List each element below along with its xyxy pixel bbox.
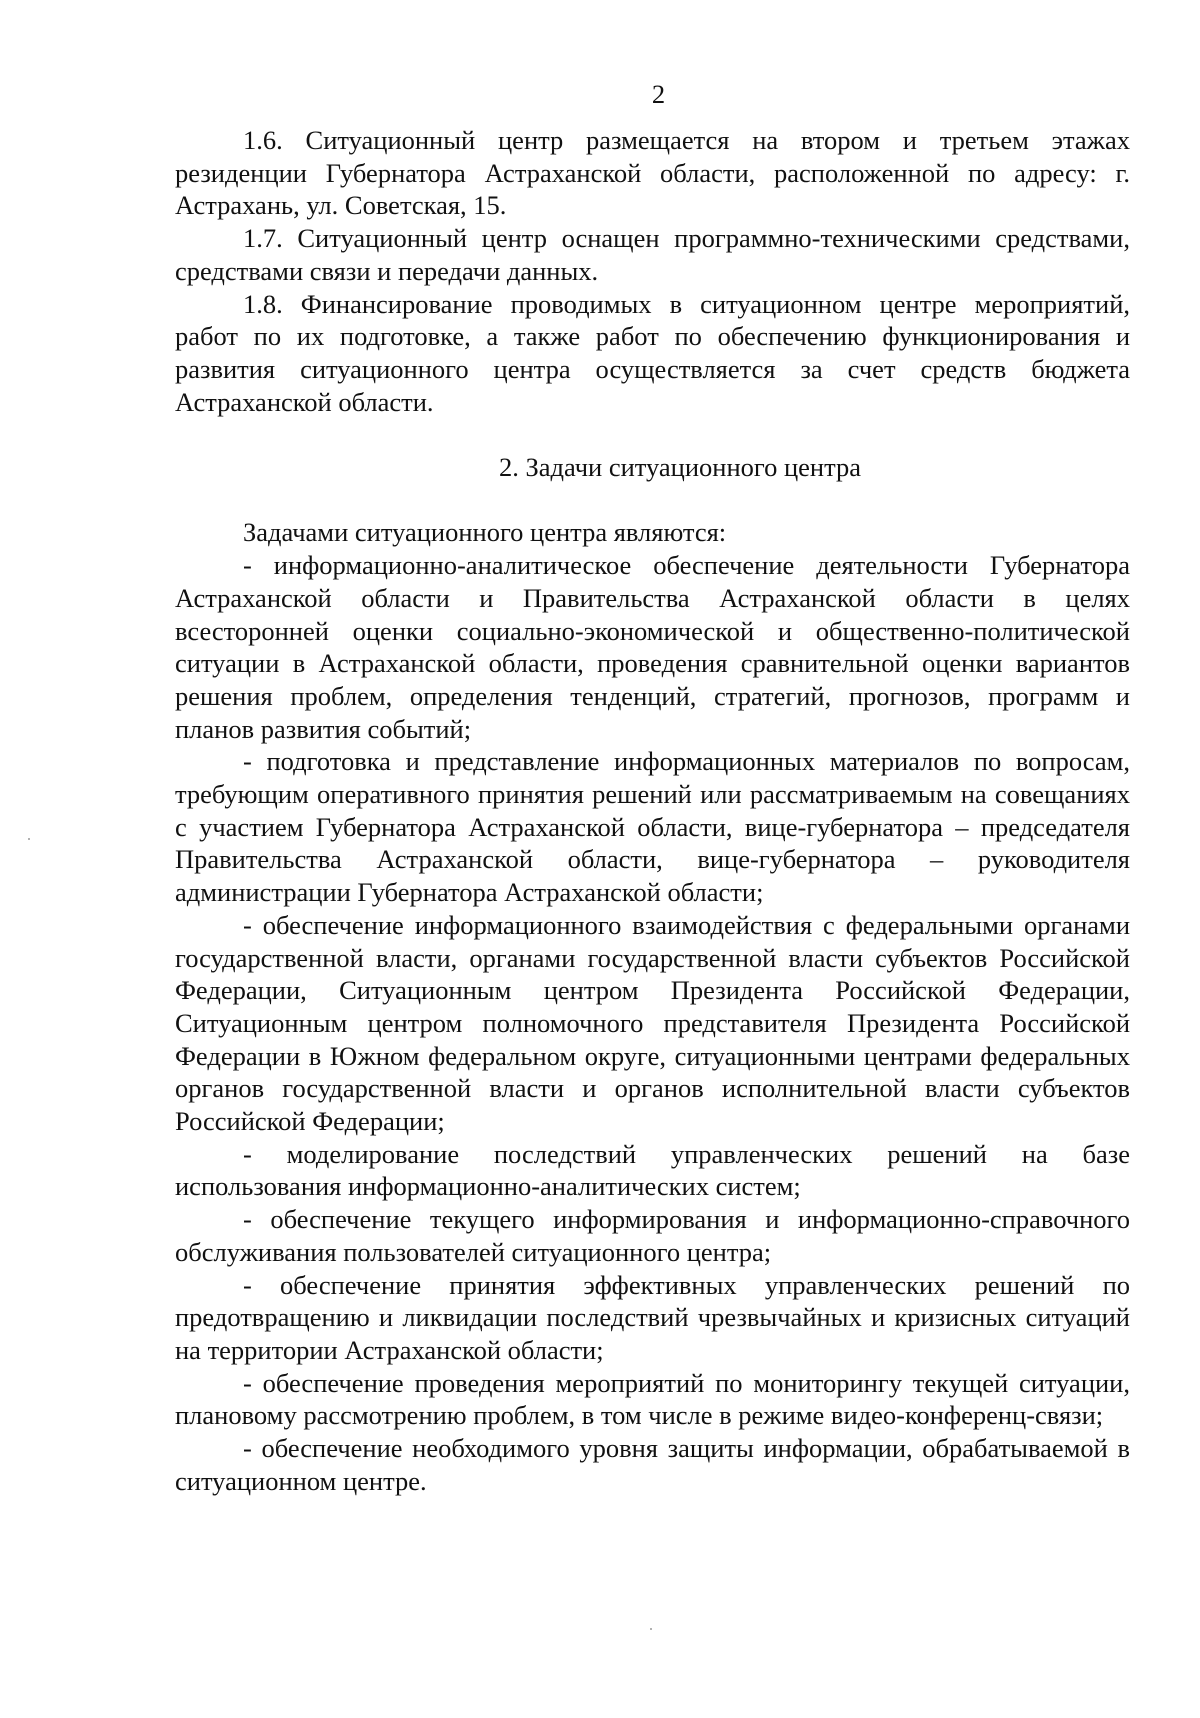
list-item: - обеспечение информационного взаимодействия с федеральными органами государственной власти, органами государственной власти субъектов Российской Федерации, Ситуационным центром Президента Российской Федерации, Ситуационным центром полномочного представителя Президента Российской Федерации в Южном федеральном округе, ситуационными центрами федеральных органов государственной власти и органов исполнительной власти субъектов Российской Федерации; (175, 909, 1130, 1137)
document-body (175, 124, 1130, 1498)
section-intro: Задачами ситуационного центра являются: (243, 517, 727, 548)
list-item: - обеспечение необходимого уровня защиты информации, обрабатываемой в ситуационном центре. (175, 1433, 1130, 1496)
list-item: - обеспечение проведения мероприятий по мониторингу текущей ситуации, плановому рассмотрению проблем, в том числе в режиме видео-конференц-связи; (175, 1367, 1130, 1431)
scan-speck (28, 838, 30, 840)
paragraph-1-8: 1.8. Финансирование проводимых в ситуационном центре мероприятий, работ по их подготовке, а также работ по обеспечению функционирования и развития ситуационного центра осуществляется за счет средств бюджета Астраханской области. (175, 288, 1130, 417)
list-item: - моделирование последствий управленческих решений на базе использования информационно-аналитических систем; (175, 1138, 1130, 1202)
list-item: - обеспечение текущего информирования и информационно-справочного обслуживания пользователей ситуационного центра; (175, 1204, 1130, 1267)
list-item: - информационно-аналитическое обеспечение деятельности Губернатора Астраханской области и Правительства Астраханской области в целях всесторонней оценки социально-экономической и общественно-политической ситуации в Астраханской области, проведения сравнительной оценки вариантов решения проблем, определения тенденций, стратегий, прогнозов, программ и планов развития событий; (175, 550, 1130, 744)
section-heading: 2. Задачи ситуационного центра (498, 452, 862, 483)
paragraph-1-7: 1.7. Ситуационный центр оснащен программно-техническими средствами, средствами связи и передачи данных. (175, 223, 1130, 286)
list-item: - обеспечение принятия эффективных управленческих решений по предотвращению и ликвидации последствий чрезвычайных и кризисных ситуаций на территории Астраханской области; (175, 1269, 1130, 1365)
list-item: - подготовка и представление информационных материалов по вопросам, требующим оперативного принятия решений или рассматриваемым на совещаниях с участием Губернатора Астраханской области, вице-губернатора – председателя Правительства Астраханской области, вице-губернатора – руководителя администрации Губернатора Астраханской области; (175, 746, 1130, 908)
scan-speck (650, 1628, 652, 1630)
paragraph-1-6: 1.6. Ситуационный центр размещается на втором и третьем этажах резиденции Губернатора Астраханской области, расположенной по адресу: г. Астрахань, ул. Советская, 15. (175, 125, 1130, 221)
page-number: 2 (651, 79, 666, 109)
